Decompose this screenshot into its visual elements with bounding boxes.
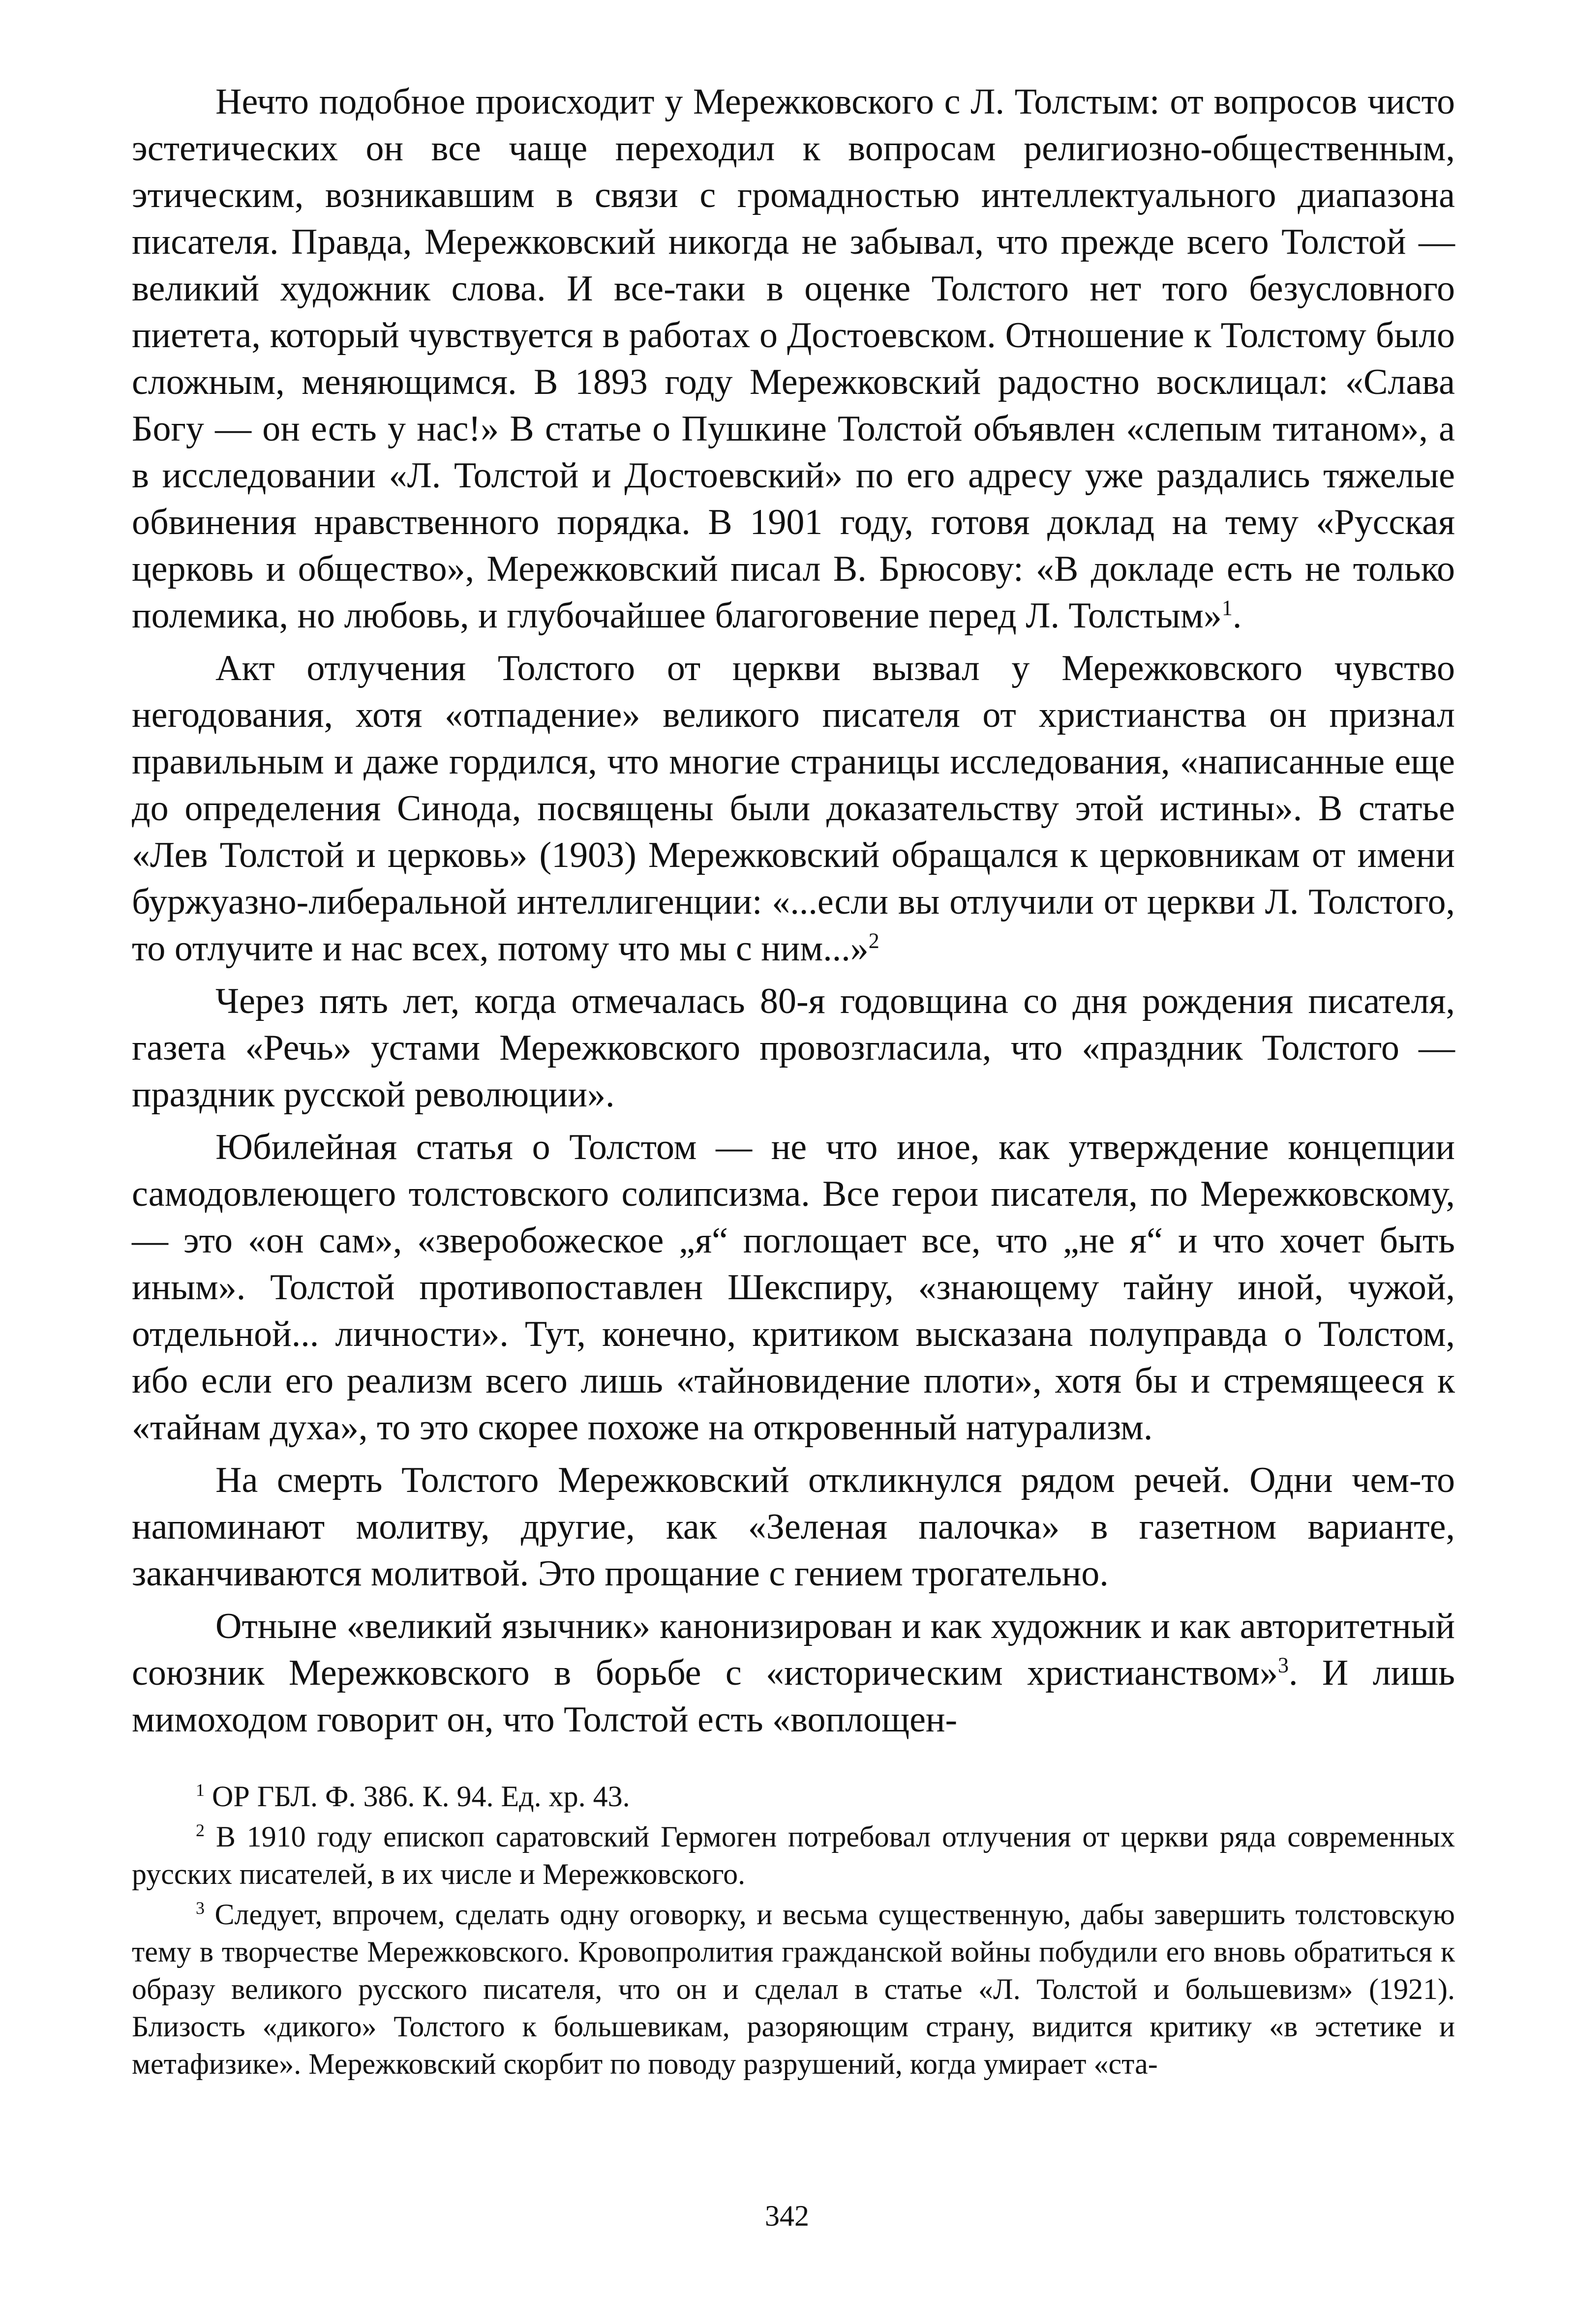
footnote (132, 1778, 1455, 1815)
paragraph (132, 79, 1455, 639)
paragraph (132, 978, 1455, 1118)
main-text (132, 79, 1455, 1743)
paragraph-text: Через пять лет, когда отмечалась 80-я годовщина со дня рождения писателя, газета «Речь» устами Мережковского провозгласила, что «праздник Толстого — праздник русской революции». (132, 981, 1455, 1115)
footnote-text: Следует, впрочем, сделать одну оговорку, и весьма существенную, дабы завершить толстовскую тему в творчестве Мережковского. Кровопролития гражданской войны побудили его вновь обратиться к образу великого русского писателя, что он и сделал в статье «Л. Толстой и большевизм» (1921). Близость «дикого» Толстого к большевикам, разоряющим страну, видится критику «в эстетике и метафизике». Мережковский скорбит по поводу разрушений, когда умирает «ста- (132, 1898, 1455, 2080)
footnote-reference: 3 (1277, 1653, 1289, 1677)
footnote-mark: 2 (196, 1820, 205, 1840)
paragraph-tail: . (1232, 596, 1242, 636)
footnote (132, 1818, 1455, 1893)
page-number: 342 (765, 2200, 809, 2232)
page-body (132, 79, 1455, 2083)
paragraph-text: Акт отлучения Толстого от церкви вызвал у Мережковского чувство негодования, хотя «отпадение» великого писателя от христианства он признал правильным и даже гордился, что многие страницы исследования, «написанные еще до определения Синода, посвящены были доказательству этой истины». В статье «Лев Толстой и церковь» (1903) Мережковский обращался к церковникам от имени буржуазно-либеральной интеллигенции: «...если вы отлучили от церкви Л. Толстого, то отлучите и нас всех, потому что мы с ним...» (132, 648, 1455, 969)
paragraph (132, 1603, 1455, 1743)
footnote-text: В 1910 году епископ саратовский Гермоген потребовал отлучения от церкви ряда современных русских писателей, в их числе и Мережковского. (132, 1820, 1455, 1890)
footnote-reference: 2 (868, 928, 879, 953)
paragraph (132, 645, 1455, 972)
paragraph-text: Отныне «великий язычник» канонизирован и как художник и как авторитетный союзник Мережковского в борьбе с «историческим христианством» (132, 1606, 1455, 1693)
footnote-mark: 1 (196, 1780, 205, 1800)
paragraph-text: Юбилейная статья о Толстом — не что иное, как утверждение концепции самодовлеющего толстовского солипсизма. Все герои писателя, по Мережковскому,— это «он сам», «зверобожеское „я“ поглощает все, что „не я“ и что хочет быть иным». Толстой противопоставлен Шекспиру, «знающему тайну иной, чужой, отдельной... личности». Тут, конечно, критиком высказана полуправда о Толстом, ибо если его реализм всего лишь «тайновидение плоти», хотя бы и стремящееся к «тайнам духа», то это скорее похоже на откровенный натурализм. (132, 1127, 1455, 1448)
paragraph-text: Нечто подобное происходит у Мережковского с Л. Толстым: от вопросов чисто эстетических он все чаще переходил к вопросам религиозно-общественным, этическим, возникавшим в связи с громадностью интеллектуального диапазона писателя. Правда, Мережковский никогда не забывал, что прежде всего Толстой — великий художник слова. И все-таки в оценке Толстого нет того безусловного пиетета, который чувствуется в работах о Достоевском. Отношение к Толстому было сложным, меняющимся. В 1893 году Мережковский радостно восклицал: «Слава Богу — он есть у нас!» В статье о Пушкине Толстой объявлен «слепым титаном», а в исследовании «Л. Толстой и Достоевский» по его адресу уже раздались тяжелые обвинения нравственного порядка. В 1901 году, готовя доклад на тему «Русская церковь и общество», Мережковский писал В. Брюсову: «В докладе есть не только полемика, но любовь, и глубочайшее благоговение перед Л. Толстым» (132, 82, 1455, 636)
footnote-text: ОР ГБЛ. Ф. 386. К. 94. Ед. хр. 43. (212, 1780, 630, 1813)
paragraph (132, 1124, 1455, 1451)
footnote-reference: 1 (1221, 596, 1233, 620)
footnotes (132, 1778, 1455, 2083)
paragraph-tail: . И лишь мимоходом говорит он, что Толстой есть «воплощен- (132, 1653, 1455, 1740)
paragraph-text: На смерть Толстого Мережковский откликнулся рядом речей. Одни чем-то напоминают молитву, другие, как «Зеленая палочка» в газетном варианте, заканчиваются молитвой. Это прощание с гением трогательно. (132, 1460, 1455, 1594)
footnote-mark: 3 (196, 1898, 205, 1918)
footnote (132, 1896, 1455, 2083)
paragraph (132, 1457, 1455, 1597)
